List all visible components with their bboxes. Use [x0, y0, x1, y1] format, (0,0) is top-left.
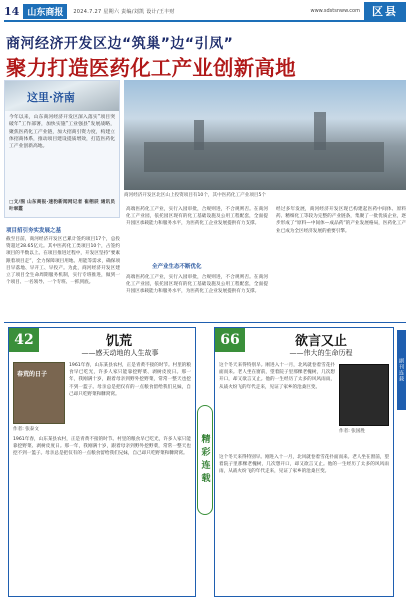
- site-url[interactable]: www.sdstsnww.com: [310, 8, 360, 14]
- story-2-text-b: 这个冬天来得特别早。刚进入十一月，北风就卷着雪花扑面而来。老人坐在窗前，望着院子里那棵老槐树，几次想开口，却又欲言又止。他的一生经历了太多的风风雨雨，从战火纷飞的年代走来，见证了家乡的沧桑巨变。: [219, 455, 389, 475]
- story-1-author: 作者: 张泰文: [13, 427, 39, 432]
- story-1-book-title: 春荒的日子: [17, 371, 48, 378]
- tower-right: [314, 112, 326, 150]
- story-1-cover: [13, 362, 65, 424]
- lead-text: 今年以来，山东商河经济开发区深入落实“项目突破年”工作部署，加快实施“工业强县”发展战略，聚焦医药化工产业链，加大招商引资力度，构建立体招商体系，推动项目建设提质增效，打造医药化工产业创新高地。: [9, 115, 115, 150]
- header-rule: [4, 20, 406, 22]
- story-2-title: 欲言又止: [294, 334, 347, 349]
- story-1-subtitle: ——感天动地的人生故事: [81, 349, 159, 357]
- section-heading-2: 全产业生态不断优化: [152, 264, 202, 270]
- page-header: [4, 3, 406, 19]
- story-2-text-a: 这个冬天来得特别早。刚进入十一月，北风就卷着雪花扑面而来。老人坐在窗前，望着院子里那棵老槐树，几次想开口，却又欲言又止。他的一生经历了太多的风风雨雨，从战火纷飞的年代走来，见证了家乡的沧桑巨变。: [219, 363, 335, 390]
- paper-name: 山东商报: [23, 4, 67, 19]
- body-col-1: 截至目前，商河经济开发区已累计签约项目17个，总投资超过28.65亿元。其中医药化工类项目10个，占签约项目的半数以上。在项目推进过程中，开发区坚持“要素跟着项目走”，全力保障项目用地、用能等需求，确保项目早落地、早开工、早投产。为此，商河经济开发区建立了项目全生命周期服务机制，实行专班推进，做到一个项目、一名领导、一个专班、一抓到底。: [6, 237, 120, 286]
- factory-silhouette: [144, 142, 384, 172]
- middle-tag: [197, 400, 213, 520]
- photo-caption: 商河经济开发区北区山上投资项目有10个，其中医药化工产业项目5个: [124, 193, 266, 198]
- headline-subtitle: 商河经济开发区边“筑巢”边“引凤”: [6, 36, 234, 52]
- story-2-author: 作者: 张国胜: [339, 429, 365, 434]
- zone-tag: 区县: [364, 2, 406, 20]
- lead-box: [4, 80, 120, 218]
- body-col-3: 经过多年发展，商河经济开发区现已构建起医药中间体、原料药、精细化工等较为完整的产业链条，集聚了一批优质企业，逐步形成了“原料—中间体—成品药”的产业发展格局，医药化工产业已成为全区经济发展的重要引擎。: [276, 207, 406, 234]
- issue-meta: 2024.7.27 星期六 责编/刘凯 设计/王丰财: [73, 8, 175, 15]
- middle-tag-badge: 精彩连载: [197, 405, 213, 515]
- section-heading-1: 项目招引夯实发展之基: [6, 228, 62, 234]
- story-2-cover: [339, 364, 389, 426]
- page-number: 14: [4, 4, 20, 18]
- hero-photo: [124, 80, 406, 190]
- story-1-box: [8, 327, 196, 597]
- headline-title: 聚力打造医药化工产业创新高地: [6, 56, 296, 80]
- story-1-text-a: 1961年春，山东某县农村，正是青黄不接的时节。村里的粮食早已吃光，许多人家只能靠挖野菜、剥树皮度日。那一年，我刚满十岁，跟着母亲到野外挖野菜，常常一整天也挖不到一篮子。母亲总是把仅有的一点粮食留给我们兄妹，自己却只吃野菜和糠窝窝。: [69, 363, 191, 397]
- section-divider: [4, 322, 406, 323]
- story-2-box: [214, 327, 394, 597]
- tower-left: [194, 120, 204, 150]
- vertical-label: 副刊连载: [397, 330, 406, 410]
- city-tag: 这里·济南: [27, 91, 75, 104]
- body-col-2: 高端医药化工产业，实行入园审批，合规则进，不合规则否。在商河化工产业园，依托园区现有的化工基础设施及公用工程配套，全面提升园区承载能力和服务水平，为医药化工企业发展提供有力支撑。: [126, 207, 268, 227]
- story-2-subtitle: ——伟大的生命历程: [289, 349, 353, 357]
- story-1-text-b: 1961年春，山东某县农村，正是青黄不接的时节。村里的粮食早已吃光，许多人家只能靠挖野菜、剥树皮度日。那一年，我刚满十岁，跟着母亲到野外挖野菜，常常一整天也挖不到一篮子。母亲总是把仅有的一点粮食留给我们兄妹，自己却只吃野菜和糠窝窝。: [13, 437, 191, 457]
- story-2-number: 66: [215, 328, 245, 352]
- body-col-2b: 高端医药化工产业，实行入园审批，合规则进，不合规则否。在商河化工产业园，依托园区现有的化工基础设施及公用工程配套，全面提升园区承载能力和服务水平，为医药化工企业发展提供有力支撑。: [126, 275, 268, 295]
- byline: □文/图 山东商报·速豹新闻网记者 崔栩辰 通讯员 叶翠霞: [9, 200, 115, 213]
- tag-banner: [5, 81, 119, 111]
- story-1-title: 饥荒: [105, 334, 132, 349]
- story-1-number: 42: [9, 328, 39, 352]
